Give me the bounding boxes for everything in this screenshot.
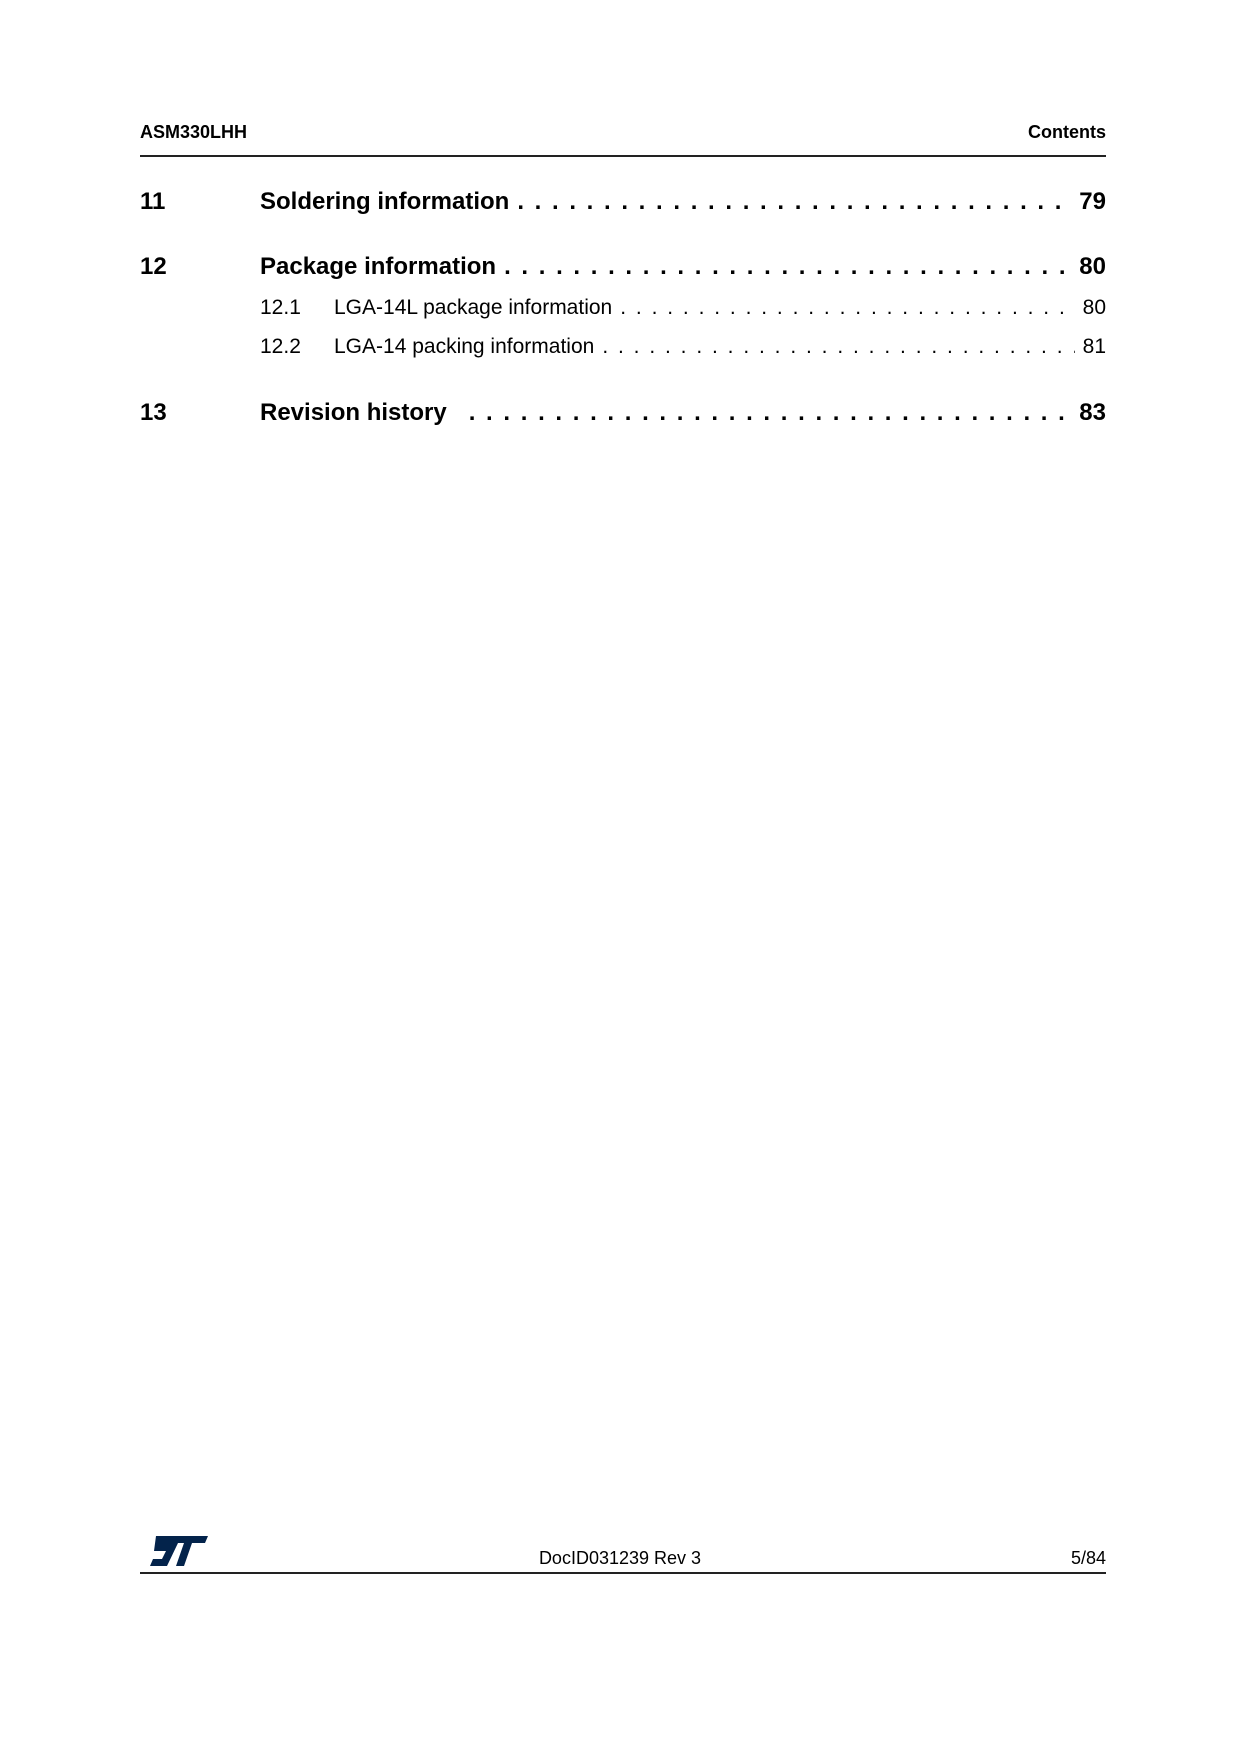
footer-doc-id: DocID031239 Rev 3 xyxy=(538,1548,702,1568)
toc-leader xyxy=(469,399,1072,427)
header-rule xyxy=(140,155,1106,157)
toc-subentry[interactable] xyxy=(140,335,1106,359)
toc-page[interactable]: 80 xyxy=(1079,253,1106,280)
toc-leader xyxy=(504,253,1071,281)
header-section: Contents xyxy=(1028,122,1106,142)
toc-number: 12.1 xyxy=(260,296,301,319)
toc-number: 12 xyxy=(140,253,167,280)
toc-entry[interactable] xyxy=(140,188,1106,216)
toc-title[interactable]: LGA-14 packing information xyxy=(334,335,595,358)
toc-entry[interactable] xyxy=(140,253,1106,281)
footer-page-number: 5/84 xyxy=(1070,1548,1106,1568)
toc-leader xyxy=(517,188,1071,216)
toc-title[interactable]: Package information xyxy=(260,253,497,280)
toc-entry[interactable] xyxy=(140,399,1106,427)
toc-title[interactable]: Revision history xyxy=(260,399,447,426)
toc-number: 13 xyxy=(140,399,167,426)
toc-leader xyxy=(620,296,1074,320)
toc-title[interactable]: Soldering information xyxy=(260,188,510,215)
toc-title[interactable]: LGA-14L package information xyxy=(334,296,613,319)
toc-subentry[interactable] xyxy=(140,296,1106,320)
toc-page[interactable]: 81 xyxy=(1082,335,1106,358)
toc-page[interactable]: 80 xyxy=(1082,296,1106,319)
toc-page[interactable]: 83 xyxy=(1079,399,1106,426)
toc-number: 12.2 xyxy=(260,335,301,358)
footer-rule xyxy=(140,1572,1106,1574)
toc-leader xyxy=(602,335,1074,359)
toc-number: 11 xyxy=(140,188,166,215)
header-doc-name: ASM330LHH xyxy=(140,122,248,142)
toc-page[interactable]: 79 xyxy=(1079,188,1106,215)
